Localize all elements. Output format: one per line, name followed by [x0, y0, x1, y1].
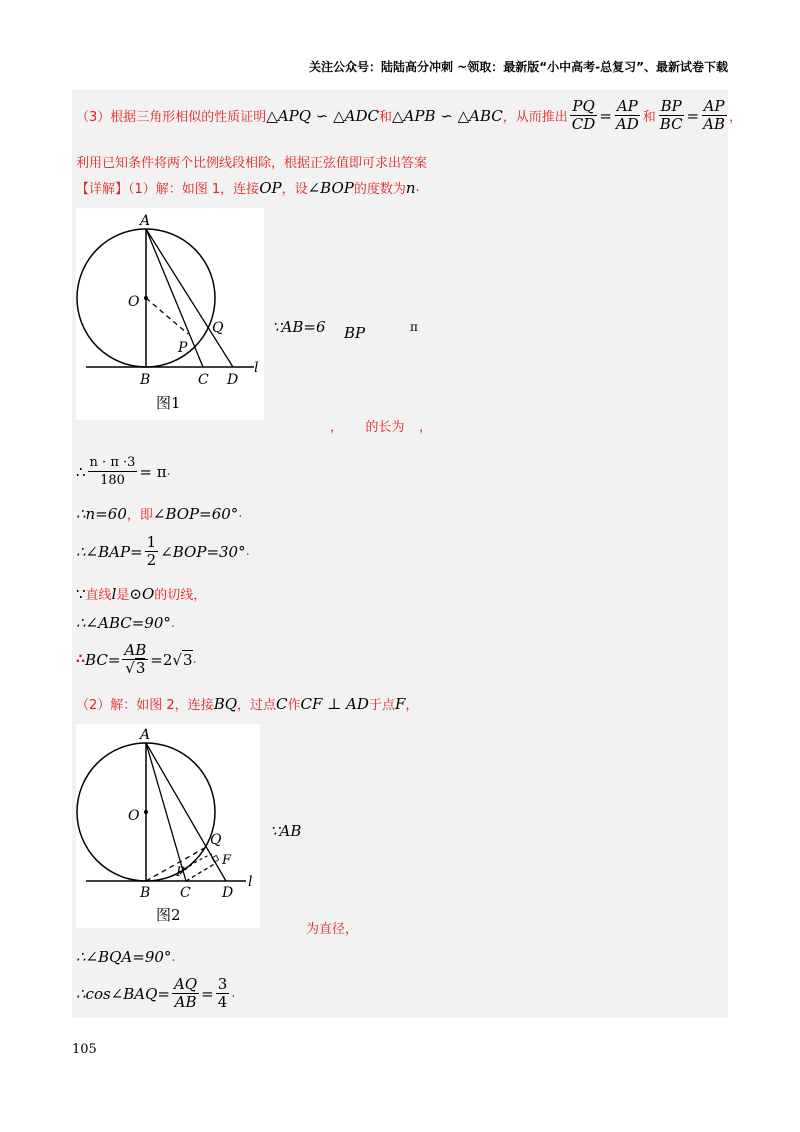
- at-point-text: 于点: [368, 698, 395, 713]
- tangent-statement: [76, 584, 206, 603]
- part2-label: （2）解：如图 2，连接: [76, 698, 214, 713]
- detail-line: [76, 178, 420, 197]
- label-q-2: Q: [210, 832, 222, 848]
- dot-c: .: [245, 544, 250, 559]
- angle-bop-60: ∠BOP=60°: [152, 504, 239, 523]
- bc-lhs: BC=: [85, 650, 121, 669]
- equals-h: =: [201, 984, 214, 1003]
- label-q: Q: [212, 320, 224, 336]
- label-p: P: [178, 340, 188, 356]
- figure-2-diagram: [76, 724, 260, 928]
- dot-b: .: [238, 506, 243, 521]
- analysis-line-1: [76, 98, 742, 133]
- point-c: C: [276, 694, 288, 713]
- label-o-2: O: [128, 808, 140, 824]
- figure-1-caption: 图1: [156, 394, 181, 412]
- equation-arc-length: [76, 454, 171, 489]
- n-equals-60: ∴n=60: [76, 504, 127, 523]
- equation-abc-90: [76, 614, 175, 632]
- fraction-aq-ab: $\frac{AQ}{AB}$: [173, 975, 198, 1011]
- fraction-ab-sqrt3: $\frac{AB}{√3}$: [124, 641, 147, 677]
- arc-comma-2: ，: [418, 420, 432, 435]
- label-c: C: [198, 372, 209, 388]
- triangle-similarity-2: △APB ∽ △ABC: [392, 106, 503, 125]
- label-a-2: A: [140, 727, 151, 743]
- label-c-2: C: [180, 885, 191, 901]
- arc-comma-1: ，: [330, 420, 344, 435]
- page-header: 关注公众号：陆陆高分冲刺 ~领取：最新版“小中高考-总复习”、最新试卷下载: [309, 60, 728, 74]
- label-f-2: F: [222, 853, 232, 868]
- part3-prefix: （3）根据三角形相似的性质证明: [76, 110, 267, 125]
- fraction-ap-ab: $\frac{AP}{AB}$: [703, 97, 725, 133]
- dot-a: .: [166, 464, 171, 479]
- therefore-a: ∴: [76, 462, 86, 481]
- segment-bq: BQ: [213, 694, 238, 713]
- through-point-text: ，过点: [237, 698, 277, 713]
- given-ab: ∵AB=6: [272, 318, 326, 336]
- tangent-text: 的切线，: [154, 588, 207, 603]
- part2-tail: ，: [405, 698, 419, 713]
- diameter-line: [306, 918, 358, 937]
- segment-ac-2: [146, 743, 186, 881]
- triangle-similarity-1: △APQ ∽ △ADC: [266, 106, 380, 125]
- angle-bop-30: ∠BOP=30°: [160, 542, 246, 561]
- therefore-f: ∴: [76, 652, 86, 667]
- degree-text: 的度数为: [353, 182, 406, 197]
- analysis-line-2: [76, 152, 427, 171]
- given-ab-2: ∵AB: [270, 822, 302, 840]
- label-b: B: [140, 372, 151, 388]
- line-l: l: [111, 584, 117, 603]
- point-f: F: [394, 694, 406, 713]
- is-text: 是: [116, 588, 130, 603]
- equals-1: =: [599, 106, 612, 125]
- equals-2: =: [686, 106, 700, 125]
- angle-abc-90: ∴∠ABC=90°: [76, 614, 171, 632]
- fig1-bp-text: [344, 324, 365, 342]
- label-d-2: D: [222, 885, 234, 901]
- is-diameter-text: 为直径，: [306, 922, 359, 937]
- fraction-one-half: $\frac{1}{2}$: [146, 533, 157, 569]
- fig1-ab-text: [272, 318, 326, 336]
- arc-length-text: 的长为: [365, 420, 405, 435]
- equation-cos-baq: [76, 976, 235, 1011]
- label-l: l: [254, 360, 259, 376]
- detail-period: .: [415, 180, 420, 195]
- equation-n-60: [76, 504, 242, 523]
- angle-bap-lhs: ∴∠BAP=: [76, 542, 143, 561]
- draw-text: 作: [287, 698, 301, 713]
- and-text-1: 和: [379, 110, 393, 125]
- label-l-2: l: [248, 874, 253, 890]
- label-a: A: [140, 213, 151, 229]
- arc-bq-dashed: [180, 854, 212, 874]
- set-text: ，设: [281, 182, 308, 197]
- equals-two: =2: [150, 650, 173, 669]
- fraction-ap-ad: $\frac{AP}{AD}$: [615, 97, 639, 133]
- sqrt-three: 3: [182, 650, 193, 669]
- dot-e: .: [170, 615, 176, 631]
- page-number: 105: [72, 1042, 97, 1057]
- center-o-dot-2: [144, 810, 148, 814]
- equation-bap-30: [76, 534, 250, 569]
- circle-o-symbol: ⊙O: [129, 584, 155, 603]
- variable-n: n: [405, 178, 416, 197]
- equals-pi: = π: [139, 462, 167, 481]
- detail-label: 【详解】（1）解：如图 1，连接: [76, 182, 260, 197]
- cf-perp-ad: CF ⊥ AD: [300, 694, 369, 713]
- fraction-pq-cd: $\frac{PQ}{CD}$: [571, 97, 596, 133]
- segment-op: OP: [259, 178, 282, 197]
- equation-bc: ∴ BC= $\frac{AB}{√3}$ =2 √3 .: [76, 641, 197, 677]
- segment-ad: [146, 229, 233, 367]
- equation-bqa-90: [76, 948, 176, 966]
- analysis-tail: ，: [728, 110, 742, 125]
- angle-bqa-90: ∴∠BQA=90°: [76, 948, 172, 966]
- then-text: ，从而推出: [502, 110, 568, 125]
- figure-1: [76, 208, 264, 420]
- fraction-arc: $\frac{n \cdot \pi \cdot 3}{180}$: [89, 455, 136, 488]
- label-p-2: P: [176, 865, 185, 880]
- angle-bop: ∠BOP: [307, 178, 354, 197]
- figure-1-diagram: [76, 208, 264, 420]
- solution-panel: [72, 90, 742, 1018]
- segment-ad-2: [146, 743, 226, 881]
- cos-baq-lhs: ∴cos∠BAQ=: [76, 984, 170, 1003]
- pi-symbol: π: [410, 320, 418, 334]
- label-d: D: [227, 372, 239, 388]
- namely-text: ，即: [126, 508, 153, 523]
- arc-length-line: [330, 416, 432, 435]
- fig1-pi-text: [410, 320, 418, 334]
- figure-2-caption: 图2: [156, 906, 181, 924]
- center-o-dot: [144, 296, 148, 300]
- analysis-text-2: 利用已知条件将两个比例线段相除，根据正弦值即可求出答案: [76, 156, 428, 171]
- fraction-bp-bc: $\frac{BP}{BC}$: [659, 97, 683, 133]
- dot-g: .: [171, 949, 176, 965]
- part2-line: [76, 694, 418, 713]
- label-o: O: [128, 294, 140, 310]
- dot-f: .: [192, 652, 197, 667]
- dot-h: .: [231, 986, 236, 1001]
- arc-bp: BP: [344, 324, 366, 342]
- fraction-three-quarters: $\frac{3}{4}$: [217, 975, 228, 1011]
- figure-2: [76, 724, 260, 928]
- label-b-2: B: [140, 885, 151, 901]
- because-d: ∵: [76, 584, 86, 603]
- fig2-ab-text: [270, 822, 301, 840]
- and-text-2: 和: [642, 110, 656, 125]
- line-text: 直线: [85, 588, 112, 603]
